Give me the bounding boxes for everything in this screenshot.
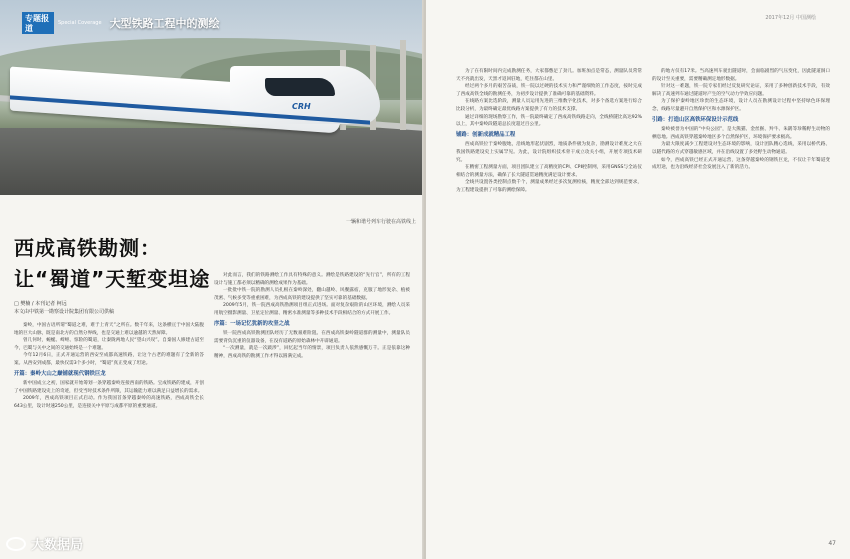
paragraph: 一批批中铁一院的勘测人员扎根在秦岭深处，翻山越岭、风餐露宿，克服了地形复杂、植被茂密、气候多变等重重困难，为西成高铁的建设提供了坚实可靠的基础数据。 [214, 288, 410, 301]
paragraph: 曾几何时，蜿蜒、崎岖、惊险的蜀道，让秦陇两地人民“望山兴叹”。自秦国人修建古道至今，巴蜀与关中之间的交通始终是一个难题。 [14, 338, 204, 351]
watermark-text: 大数据局 [31, 538, 84, 553]
paragraph: 通过详细的现场勘察工作，铁一院最终确定了西成高铁线路走向，全线桥隧比高达92%以上，其中秦岭段隧道总长度超过百公里。 [456, 114, 642, 128]
text-column-3 [456, 68, 642, 538]
section-heading: 开篇：秦岭大山之巅铺就现代钢铁巨龙 [14, 370, 106, 377]
paragraph: 2009年，西成高铁项目正式启动。作为我国首条穿越秦岭的高速铁路，西成高铁全长643公里，设计时速250公里，是连接关中平原与成都平原的重要通道。 [14, 396, 204, 409]
paragraph: 铁一院西成高铁勘测团队经历了无数艰难险阻。在西成高铁秦岭隧道群的测量中，测量队员需要背负沉重的仪器设备，在没有道路的原始森林中开辟通道。 [214, 331, 410, 344]
paragraph: 为最大限度减少工程建设对生态环境的影响，设计团队精心选线，采用以桥代路、以隧代路的方式穿越敏感区域，并在沿线设置了多处野生动物通道。 [652, 142, 830, 155]
watermark [6, 534, 83, 553]
text-column-4 [652, 68, 830, 538]
photo-caption: 一辆和谐号列车行驶在高铁线上 [345, 219, 416, 225]
paragraph: 如今，西成高铁已经正式开通运营，这条穿越秦岭的钢铁巨龙，不仅让千年蜀道变成坦途，也为沿线经济社会发展注入了新的活力。 [652, 157, 830, 171]
paragraph: 新中国成立之初，国家就开始筹划一条穿越秦岭连接西南的铁路。宝成铁路的建成，开创了中国铁路建设史上的奇迹，但受当时技术条件所限，其运输能力难以满足日益增长的需求。 [14, 381, 204, 394]
author-line: □ 樊楠 / 本刊记者 柯远 [14, 301, 67, 307]
paragraph: 为了在有限时间内完成勘测任务，大家都憋足了劲儿。加班加点是常态，测量队员常常天不亮就出发，天黑才返回驻地，吃住都在山里。 [456, 69, 642, 82]
high-speed-train [10, 60, 390, 138]
paragraph: 针对这一难题，铁一院专家们经过反复研究论证，采用了多种创新技术手段，有效解决了高速列车通过隧道时产生的空气动力学效应问题。 [652, 84, 830, 97]
paragraph: 今年12月6日，正式开通运营的西安至成都高速铁路，让这个古老的难题有了全新的答案。从西安到成都，最快仅需3个多小时，“蜀道”真正变成了坦途。 [14, 353, 204, 366]
paragraph: 的地方仅有17米。当高速列车驶出隧道时，会面临剧烈的气压变化，因此隧道洞口的设计至关重要，需要精确测定地形数据。 [652, 69, 830, 82]
watermark-logo-icon [6, 537, 26, 551]
title-line-1: 西成高铁勘测： [14, 236, 161, 260]
text-column-2 [214, 272, 410, 534]
train-logo: CRH [292, 102, 311, 111]
paragraph: 为了保护秦岭地区珍贵的生态环境，设计人员在勘测设计过程中坚持绿色环保理念，线路尽量避开自然保护区和水源保护区。 [652, 99, 830, 112]
page-number: 47 [828, 540, 836, 547]
text-column-1 [14, 322, 204, 532]
paragraph: 经过两个多月的艰苦奋战，铁一院以过硬的技术实力和严谨细致的工作态度，按时完成了西成高铁全线的勘测任务，为初步设计提供了准确可靠的基础资料。 [456, 84, 642, 97]
hero-photo [0, 0, 424, 195]
train-window [265, 78, 335, 96]
left-page [0, 0, 424, 559]
right-page [426, 0, 850, 559]
topic-badge: 专题报道 [22, 12, 54, 34]
topic-bar [22, 10, 220, 36]
paragraph: 秦岭，中国古语所谓“蜀道之难，难于上青天”之所在。数千年来，这条横亘于中国大陆腹地的巨大山脉，既是南北方的自然分界线，也是交通上难以逾越的天然屏障。 [14, 323, 204, 336]
paragraph: 在线路方案比选阶段，测量人员运用先进的三维数字化技术，对多个备选方案进行综合比较分析，为最终确定最优线路方案提供了有力的技术支撑。 [456, 99, 642, 112]
article-title [14, 232, 210, 292]
byline [14, 300, 114, 316]
topic-badge-sub: Special Coverage [58, 19, 102, 26]
paragraph: 在精密工程测量方面，项目团队建立了高精度的CPⅠ、CPⅡ控制网，采用GNSS与全站仪相结合的测量方法，确保了长大隧道贯通精度满足设计要求。 [456, 165, 642, 178]
topic-title: 大型铁路工程中的测绘 [109, 17, 220, 30]
paragraph: 2009年5月，铁一院西成高铁勘测项目组正式进场。面对复杂艰险的山区环境，测绘人员采用航空摄影测量、卫星定位测量、精密水准测量等多种技术手段相结合的方式开展工作。 [214, 303, 410, 316]
section-heading: 引路：打造山区高铁环保设计示范线 [652, 116, 739, 123]
railway-track [0, 128, 424, 195]
title-line-2: 让“蜀道”天堑变坦途 [14, 267, 211, 291]
paragraph: “一次测量，就是一次跋涉”，回忆起当年的情景，项目负责人依然感慨万千。正是依靠这种精神，西成高铁的勘测工作才得以圆满完成。 [214, 346, 410, 359]
paragraph: 对此而言，我们的铁路测绘工作具有特殊的意义。测绘是铁路建设的“先行官”，所有的工程设计与施工都必须以精确的测绘成果作为基础。 [214, 273, 410, 286]
section-heading: 铺路：创新成就精品工程 [456, 131, 516, 138]
source-line: 本文由中铁第一勘察设计院集团有限公司供稿 [14, 309, 115, 315]
paragraph: 西成高铁位于秦岭腹地，沿线地形起伏剧烈，地质条件极为复杂，勘测设计难度之大在我国铁路建设史上实属罕见。为此，设计院组织技术骨干成立攻关小组，开展专项技术研究。 [456, 142, 642, 163]
paragraph: 秦岭被誉为中国的“中央公园”，是大熊猫、金丝猴、羚牛、朱鹮等珍稀野生动物的栖息地。西成高铁穿越秦岭地区多个自然保护区，环境保护要求极高。 [652, 127, 830, 140]
paragraph: 全线共设置各类控制点数千个，测量成果经过多次复测检核，精度全部达到规范要求，为工程建设提供了可靠的测绘保障。 [456, 180, 642, 193]
running-head: 2017年12月 中国测绘 [765, 15, 816, 21]
section-heading: 序篇：一场记忆犹新的攻坚之战 [214, 320, 290, 327]
